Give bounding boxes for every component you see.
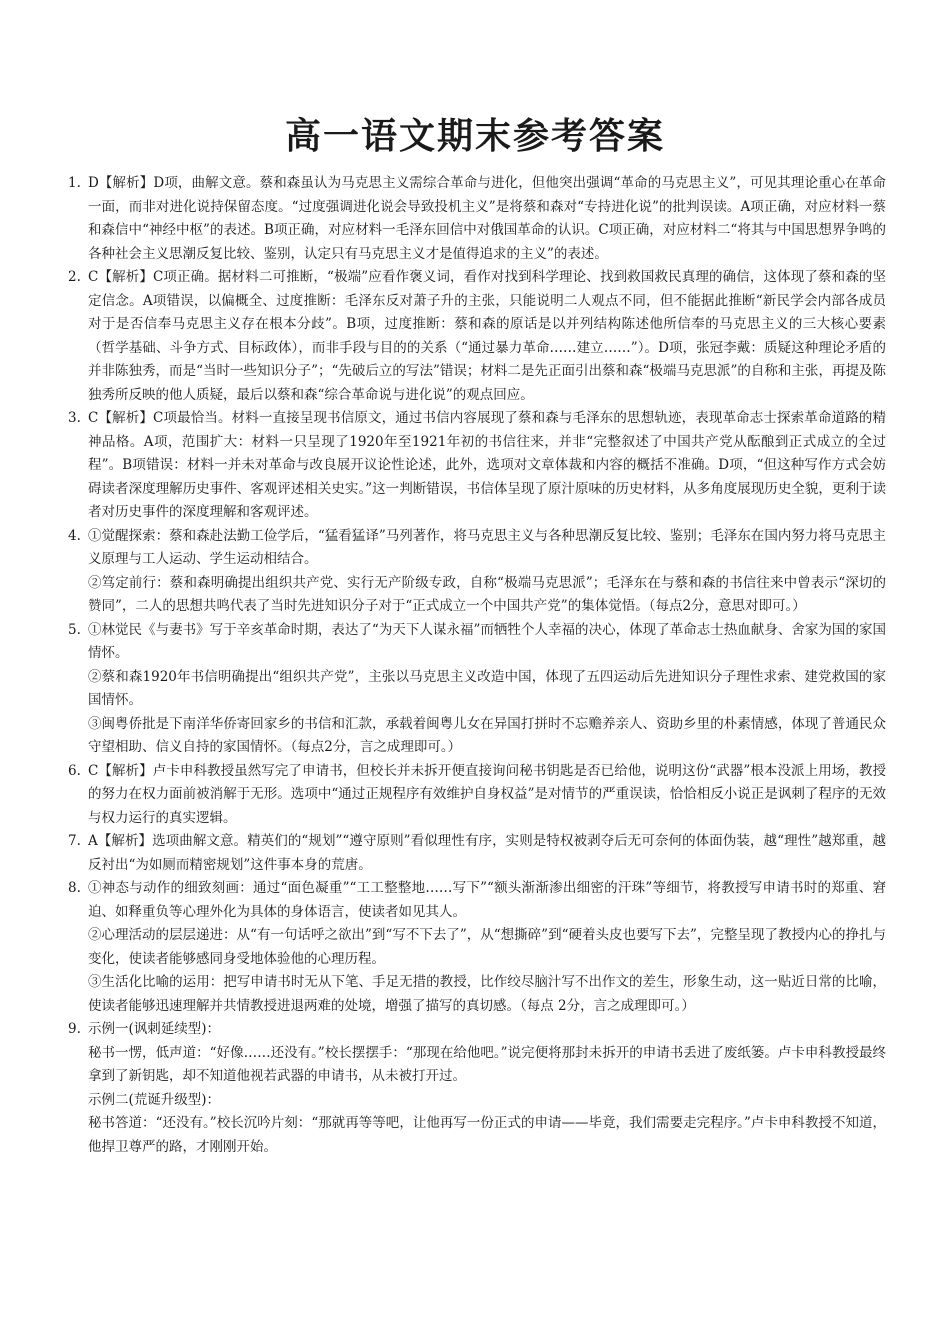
answer-number: 8. [68,880,81,896]
answer-item [68,830,886,877]
answer-paragraph: ①林觉民《与妻书》写于辛亥革命时期，表达了“为天下人谋永福”而牺牲个人幸福的决心，体现了革命志士热血献身、舍家为国的家国情怀。 [88,621,886,661]
answer-paragraph: D【解析】D项，曲解文意。蔡和森虽认为马克思主义需综合革命与进化，但他突出强调“革命的马克思主义”，可见其理论重心在革命一面，而非对进化说持保留态度。“过度强调进化说会导致投机主义”是将蔡和森对“专持进化说”的批判误读。A项正确，对应材料一蔡和森信中“神经中枢”的表述。B项正确，对应材料一毛泽东回信中对俄国革命的认识。C项正确，对应材料二“将其与中国思想界争鸣的各种社会主义思潮反复比较、鉴别，认定只有马克思主义才是值得追求的主义”的表述。 [88,175,886,262]
answer-paragraph: C【解析】卢卡申科教授虽然写完了申请书，但校长并未拆开便直接询问秘书钥匙是否已给他，说明这份“武器”根本没派上用场，教授的努力在权力面前被消解于无形。选项中“通过正规程序有效维护自身权益”是对情节的严重误读，恰恰相反小说正是讽刺了程序的无效与权力运行的真实逻辑。 [88,762,886,826]
answer-paragraph: ③生活化比喻的运用：把写申请书时无从下笔、手足无措的教授，比作绞尽脑汁写不出作文的差生，形象生动，这一贴近日常的比喻，使读者能够迅速理解并共情教授进退两难的处境，增强了描写的真切感。（每点 2分，言之成理即可。） [88,974,886,1014]
answer-paragraph: 秘书一愣，低声道：“好像……还没有。”校长摆摆手：“那现在给他吧。”说完便将那封未拆开的申请书丢进了废纸篓。卢卡申科教授最终拿到了新钥匙，却不知道他视若武器的申请书，从未被打开过。 [88,1044,886,1084]
answer-paragraph: ①神态与动作的细致刻画：通过“面色凝重”“工工整整地……写下”“额头渐渐渗出细密的汗珠”等细节，将教授写申请书时的郑重、窘迫、如释重负等心理外化为具体的身体语言，使读者如见其人。 [88,880,886,920]
answer-number: 5. [68,621,81,638]
answer-item [68,1018,886,1159]
answer-body [88,1018,886,1159]
answer-body [88,266,886,407]
answer-body [88,830,886,877]
answer-body [88,760,886,831]
answer-number: 2. [68,269,81,285]
answer-item [68,760,886,831]
answer-number: 1. [68,175,81,191]
answer-paragraph: C【解析】C项最恰当。材料一直接呈现书信原文，通过书信内容展现了蔡和森与毛泽东的思想轨迹，表现革命志士探索革命道路的精神品格。A项，范围扩大：材料一只呈现了1920年至1921年初的书信往来，并非“完整叙述了中国共产党从酝酿到正式成立的全过程”。B项错误：材料一并未对革命与改良展开议论性论述，此外，选项对文章体裁和内容的概括不准确。D项，“但这种写作方式会妨碍读者深度理解历史事件、客观评述相关史实。”这一判断错误，书信体呈现了原汁原味的历史材料，从多角度展现历史全貌，更利于读者对历史事件的深度理解和客观评述。 [88,410,886,520]
answer-number: 7. [68,833,81,849]
answer-paragraph: 示例一(讽刺延续型)： [88,1021,221,1037]
answer-paragraph: ②心理活动的层层递进：从“有一句话呼之欲出”到“写不下去了”，从“想撕碎”到“硬着头皮也要写下去”，完整呈现了教授内心的挣扎与变化，使读者能够感同身受地体验他的心理历程。 [88,927,886,967]
answer-paragraph: 示例二(荒诞升级型)： [88,1091,221,1108]
answer-item [68,525,886,619]
answer-paragraph: A【解析】选项曲解文意。精英们的“规划”“遵守原则”看似理性有序，实则是特权被剥夺后无可奈何的体面伪装，越“理性”越郑重，越反衬出“为如厕而精密规划”这件事本身的荒唐。 [88,833,886,873]
answer-paragraph: C【解析】C项正确。据材料二可推断，“极端”应看作褒义词，看作对找到科学理论、找到救国救民真理的确信，这体现了蔡和森的坚定信念。A项错误，以偏概全、过度推断：毛泽东反对萧子升的主张，只能说明二人观点不同，但不能据此推断“新民学会内部各成员对于是否信奉马克思主义存在根本分歧”。B项，过度推断：蔡和森的原话是以并列结构陈述他所信奉的马克思主义的三大核心要素（哲学基础、斗争方式、目标政体），而非手段与目的的关系（“通过暴力革命……建立……”）。D项，张冠李戴：质疑这种理论矛盾的并非陈独秀，而是“当时一些知识分子”；“先破后立的写法”错误；材料二是先正面引出蔡和森“极端马克思派”的自称和主张，再提及陈独秀所反映的他人质疑，最后以蔡和森“综合革命说与进化说”的观点回应。 [88,269,886,403]
answer-number: 9. [68,1021,81,1037]
answer-item [68,172,886,266]
answer-number: 3. [68,410,81,426]
answer-paragraph: ②蔡和森1920年书信明确提出“组织共产党”，主张以马克思主义改造中国，体现了五四运动后先进知识分子理性求索、建党救国的家国情怀。 [88,668,886,708]
answer-item [68,619,886,760]
answer-list [68,172,886,1159]
answer-paragraph: 秘书答道：“还没有。”校长沉吟片刻：“那就再等等吧，让他再写一份正式的申请——毕竟，我们需要走完程序。”卢卡申科教授不知道，他捍卫尊严的路，才刚刚开始。 [88,1115,886,1155]
answer-paragraph: ②笃定前行：蔡和森明确提出组织共产党、实行无产阶级专政，自称“极端马克思派”；毛泽东在与蔡和森的书信往来中曾表示“深切的赞同”，二人的思想共鸣代表了当时先进知识分子对于“正式成立一个中国共产党”的集体觉悟。（每点2分，意思对即可。） [88,574,886,614]
answer-body [88,525,886,619]
answer-item [68,266,886,407]
answer-body [88,877,886,1018]
answer-item [68,407,886,525]
answer-paragraph: ①觉醒探索：蔡和森赴法勤工俭学后，“猛看猛译”马列著作，将马克思主义与各种思潮反复比较、鉴别；毛泽东在国内努力将马克思主义原理与工人运动、学生运动相结合。 [88,527,886,567]
answer-body [88,619,886,760]
answer-body [88,407,886,525]
answer-number: 4. [68,527,81,544]
answer-number: 6. [68,762,81,779]
answer-body [88,172,886,266]
answer-item [68,877,886,1018]
page-title: 高一语文期末参考答案 [284,116,665,157]
answer-paragraph: ③闽粤侨批是下南洋华侨寄回家乡的书信和汇款，承载着闽粤儿女在异国打拼时不忘赡养亲人、资助乡里的朴素情感，体现了普通民众守望相助、信义自持的家国情怀。（每点2分，言之成理即可。） [88,715,886,755]
